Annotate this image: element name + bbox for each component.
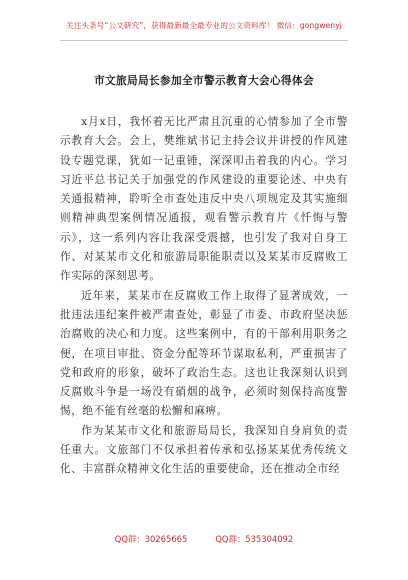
- footer: [0, 533, 408, 545]
- header-banner: 关注头条号“公文研究”，获得最新最全最专业的公文资料库！ 微信：gongwenyj: [66, 21, 342, 30]
- body-paragraph: 近年来，某某市在反腐败工作上取得了显著成效，一批违法违纪案件被严肃查处，彰显了市委、市政府坚决惩治腐败的决心和力度。这些案例中，有的干部利用职务之便，在项目审批、资金分配等环节谋取私利，严重损害了党和政府的形象，破坏了政治生态。这也让我深刻认识到反腐败斗争是一场没有硝烟的战争，必须时刻保持高度警惕，绝不能有丝毫的松懈和麻痹。: [60, 289, 348, 418]
- header-divider: [60, 40, 348, 41]
- body-paragraph: 作为某某市文化和旅游局局长，我深知自身肩负的责任重大。文旅部门不仅承担着传承和弘扬某某优秀传统文化、丰富群众精神文化生活的重要使命，还在推动全市经: [60, 424, 348, 476]
- body-paragraph: x月x日，我怀着无比严肃且沉重的心情参加了全市警示教育大会。会上，樊维斌书记主持会议并讲授的作风建设专题党课，犹如一记重锤，深深叩击着我的内心。学习习近平总书记关于加强党的作风建设的重要论述、中央有关通报精神，聆听全市查处违反中央八项规定及其实施细则精神典型案例情况通报，观看警示教育片《忏悔与警示》，这一系列内容让我深受震撼，也引发了我对自身工作、对某某市文化和旅游局职能职责以及某某市反腐败工作实际的深刻思考。: [60, 116, 348, 283]
- footer-qq-group-2: QQ群：535304092: [215, 534, 294, 544]
- footer-qq-group-1: QQ群：30265665: [114, 534, 188, 544]
- document-title: 市文旅局局长参加全市警示教育大会心得体会: [94, 75, 314, 87]
- document-body: [60, 113, 348, 480]
